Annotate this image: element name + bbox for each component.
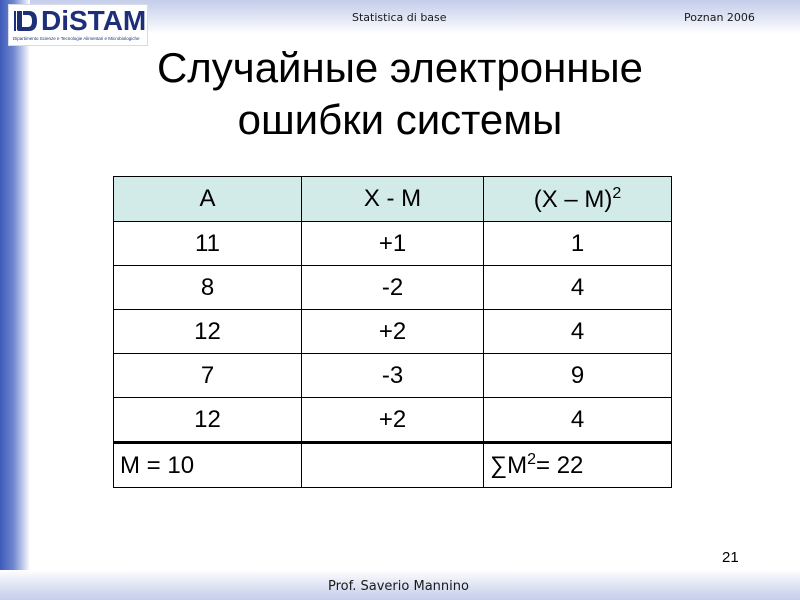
side-decoration-bar (0, 0, 30, 600)
logo-mark-icon (13, 9, 39, 33)
table-cell: +2 (302, 310, 484, 354)
table-cell: 4 (484, 398, 672, 443)
column-header-squared-exponent: 2 (612, 184, 622, 202)
logo-subtitle: Dipartimento Scienze e Tecnologie Alimentari e Microbiologiche (13, 36, 140, 41)
table-summary-row (114, 443, 672, 488)
table-row (114, 398, 672, 443)
sum-symbol: ∑M (490, 452, 528, 479)
empty-cell (302, 443, 484, 488)
error-table (113, 176, 672, 488)
location-year: Poznan 2006 (684, 11, 755, 24)
logo-text: DiSTAM (41, 5, 147, 36)
mean-cell: M = 10 (114, 443, 302, 488)
column-header-squared-base: (X – M) (533, 185, 613, 213)
table-cell: 1 (484, 222, 672, 266)
slide-title-line-1: Случайные электронные (156, 44, 644, 91)
table-cell: 4 (484, 266, 672, 310)
table-cell: 8 (114, 266, 302, 310)
column-header-squared (484, 177, 672, 222)
column-header-a: A (114, 177, 302, 222)
table-cell: 7 (114, 354, 302, 398)
distam-logo (8, 4, 148, 46)
table-row (114, 310, 672, 354)
table-cell: 12 (114, 310, 302, 354)
table-row (114, 222, 672, 266)
table-cell: +2 (302, 398, 484, 443)
table-row (114, 354, 672, 398)
sum-squares-cell (484, 443, 672, 488)
table-cell: 12 (114, 398, 302, 443)
sum-value: = 22 (536, 452, 584, 479)
column-header-x-minus-m: X - M (302, 177, 484, 222)
table-cell: -3 (302, 354, 484, 398)
table-row (114, 266, 672, 310)
table-cell: 11 (114, 222, 302, 266)
slide-title-line-2: ошибки системы (237, 96, 563, 143)
table-cell: 9 (484, 354, 672, 398)
page-number: 21 (722, 549, 739, 566)
slide-title (40, 42, 760, 146)
table-cell: 4 (484, 310, 672, 354)
author-name: Prof. Saverio Mannino (328, 579, 469, 594)
table-header-row (114, 177, 672, 222)
table-cell: +1 (302, 222, 484, 266)
table-cell: -2 (302, 266, 484, 310)
course-title: Statistica di base (352, 11, 447, 24)
sum-exponent: 2 (527, 451, 537, 468)
